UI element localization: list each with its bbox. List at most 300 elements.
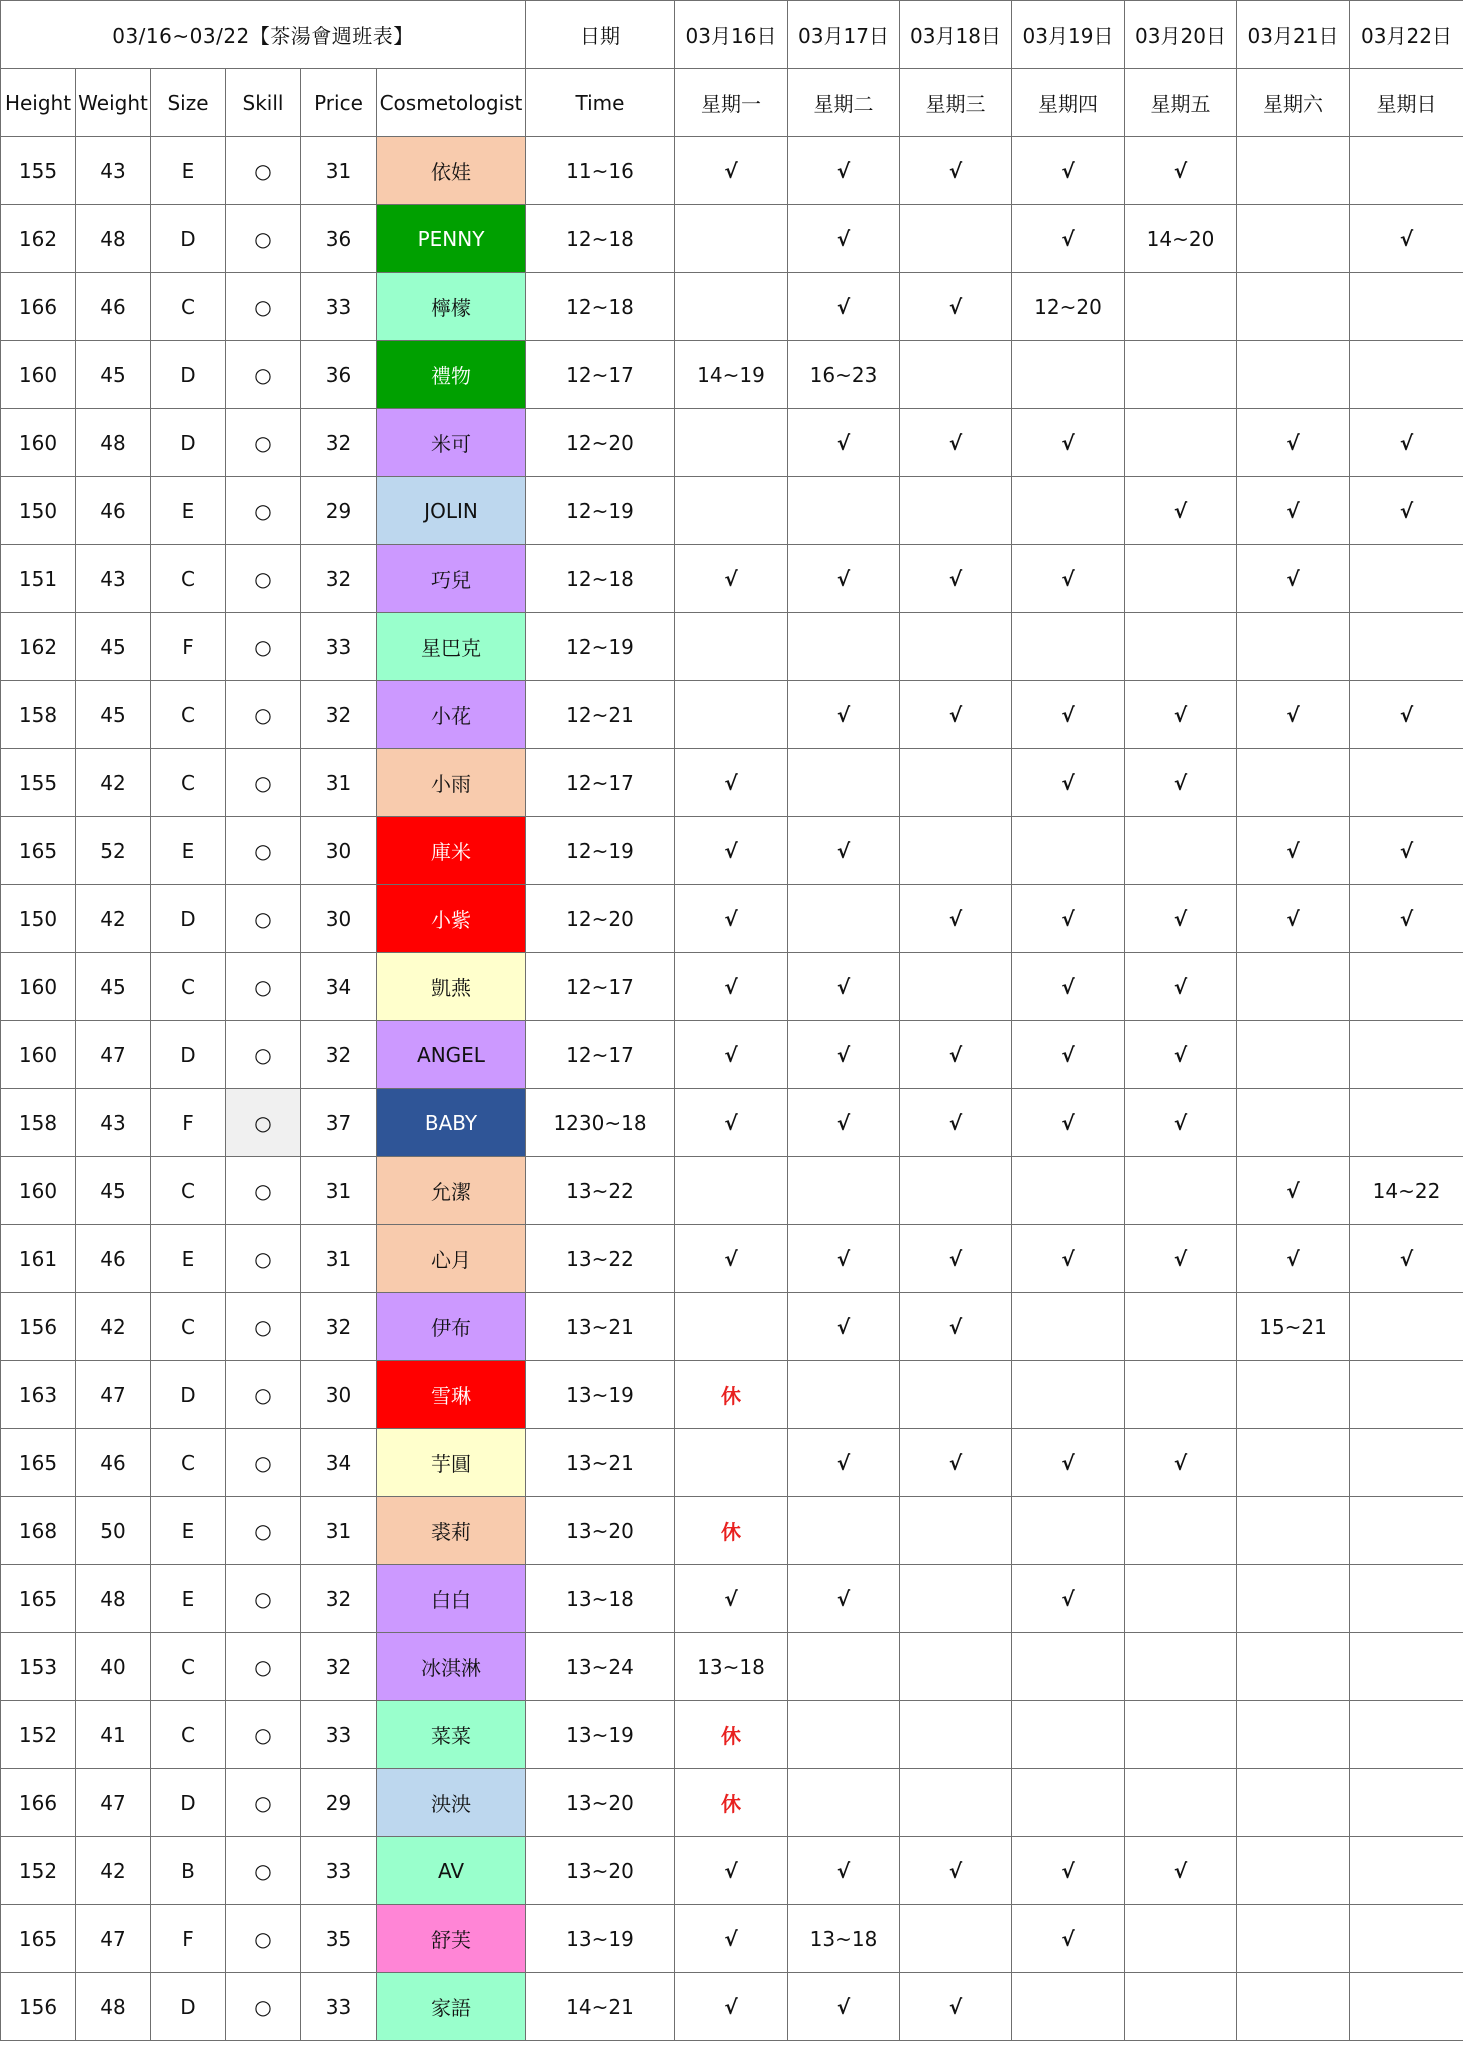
day-cell — [675, 1429, 788, 1497]
cosmetologist-name: 菜菜 — [377, 1701, 526, 1769]
skill-cell: ○ — [226, 953, 301, 1021]
day-cell — [675, 273, 788, 341]
size-cell: C — [151, 1157, 226, 1225]
day-cell — [788, 885, 900, 953]
skill-cell: ○ — [226, 1089, 301, 1157]
day-cell-check: √ — [788, 1293, 900, 1361]
table-row — [1, 1089, 1463, 1157]
table-row — [1, 1157, 1463, 1225]
day-cell-check: √ — [675, 1089, 788, 1157]
size-cell: E — [151, 1225, 226, 1293]
day-cell-check: √ — [1012, 545, 1125, 613]
table-row — [1, 273, 1463, 341]
size-cell: E — [151, 477, 226, 545]
day-cell-check: √ — [788, 1429, 900, 1497]
skill-cell: ○ — [226, 749, 301, 817]
day-cell — [1125, 273, 1237, 341]
day-cell-hours: 14~19 — [675, 341, 788, 409]
skill-cell: ○ — [226, 409, 301, 477]
skill-cell: ○ — [226, 1497, 301, 1565]
size-cell: C — [151, 1633, 226, 1701]
price-cell: 31 — [301, 1157, 377, 1225]
day-cell-check: √ — [900, 885, 1012, 953]
day-cell — [900, 1565, 1012, 1633]
skill-cell: ○ — [226, 1701, 301, 1769]
day-cell — [675, 477, 788, 545]
price-cell: 31 — [301, 1225, 377, 1293]
day-cell — [1125, 1361, 1237, 1429]
day-cell — [900, 1157, 1012, 1225]
day-cell-check: √ — [788, 1225, 900, 1293]
column-header-weight: Weight — [76, 69, 151, 137]
size-cell: C — [151, 545, 226, 613]
cosmetologist-name: 裘莉 — [377, 1497, 526, 1565]
weight-cell: 45 — [76, 613, 151, 681]
size-cell: D — [151, 205, 226, 273]
time-cell: 12~21 — [526, 681, 675, 749]
weight-cell: 47 — [76, 1769, 151, 1837]
height-cell: 155 — [1, 137, 76, 205]
day-cell — [1125, 409, 1237, 477]
title-row — [1, 1, 1463, 69]
weekday-header: 星期四 — [1012, 69, 1125, 137]
price-cell: 32 — [301, 409, 377, 477]
day-cell-check: √ — [788, 273, 900, 341]
skill-cell: ○ — [226, 1157, 301, 1225]
day-cell — [1350, 1837, 1463, 1905]
day-cell — [1237, 1905, 1350, 1973]
day-cell — [1125, 545, 1237, 613]
height-cell: 162 — [1, 613, 76, 681]
weight-cell: 46 — [76, 273, 151, 341]
cosmetologist-name: BABY — [377, 1089, 526, 1157]
date-label: 日期 — [526, 1, 675, 69]
day-cell — [900, 749, 1012, 817]
height-cell: 150 — [1, 477, 76, 545]
price-cell: 36 — [301, 341, 377, 409]
time-cell: 13~20 — [526, 1497, 675, 1565]
column-header-skill: Skill — [226, 69, 301, 137]
height-cell: 168 — [1, 1497, 76, 1565]
price-cell: 33 — [301, 1837, 377, 1905]
table-row — [1, 1361, 1463, 1429]
day-cell-check: √ — [675, 1565, 788, 1633]
weekday-header: 星期五 — [1125, 69, 1237, 137]
day-cell — [1012, 613, 1125, 681]
weight-cell: 48 — [76, 409, 151, 477]
price-cell: 31 — [301, 1497, 377, 1565]
day-cell — [1012, 1361, 1125, 1429]
day-cell — [788, 613, 900, 681]
day-cell-check: √ — [788, 817, 900, 885]
day-cell — [1012, 341, 1125, 409]
day-cell-check: √ — [1350, 205, 1463, 273]
day-cell-check: √ — [1125, 749, 1237, 817]
weight-cell: 50 — [76, 1497, 151, 1565]
day-cell-check: √ — [1350, 885, 1463, 953]
height-cell: 160 — [1, 1157, 76, 1225]
table-row — [1, 137, 1463, 205]
table-row — [1, 1905, 1463, 1973]
height-cell: 165 — [1, 817, 76, 885]
cosmetologist-name: 小紫 — [377, 885, 526, 953]
cosmetologist-name: 冰淇淋 — [377, 1633, 526, 1701]
height-cell: 165 — [1, 1429, 76, 1497]
day-cell-check: √ — [788, 545, 900, 613]
day-cell — [900, 1769, 1012, 1837]
table-row — [1, 205, 1463, 273]
day-cell-check: √ — [1237, 545, 1350, 613]
time-cell: 12~19 — [526, 477, 675, 545]
day-cell-check: √ — [788, 1089, 900, 1157]
time-cell: 13~21 — [526, 1293, 675, 1361]
day-cell — [1350, 545, 1463, 613]
size-cell: E — [151, 137, 226, 205]
height-cell: 166 — [1, 273, 76, 341]
day-cell — [1125, 1633, 1237, 1701]
table-row — [1, 1837, 1463, 1905]
table-row — [1, 749, 1463, 817]
day-cell — [1350, 341, 1463, 409]
skill-cell: ○ — [226, 1429, 301, 1497]
cosmetologist-name: 巧兒 — [377, 545, 526, 613]
day-cell — [1012, 1497, 1125, 1565]
day-cell — [1125, 1973, 1237, 2041]
day-cell — [900, 613, 1012, 681]
price-cell: 32 — [301, 1021, 377, 1089]
skill-cell: ○ — [226, 613, 301, 681]
cosmetologist-name: AV — [377, 1837, 526, 1905]
day-cell-hours: 14~20 — [1125, 205, 1237, 273]
day-cell — [1350, 1497, 1463, 1565]
day-cell — [788, 749, 900, 817]
day-cell — [1125, 613, 1237, 681]
day-cell — [1350, 1361, 1463, 1429]
time-cell: 12~18 — [526, 273, 675, 341]
day-cell — [1237, 1633, 1350, 1701]
weight-cell: 45 — [76, 341, 151, 409]
table-row — [1, 1429, 1463, 1497]
size-cell: C — [151, 1293, 226, 1361]
height-cell: 165 — [1, 1565, 76, 1633]
day-cell-check: √ — [1012, 409, 1125, 477]
column-header-cosmetologist: Cosmetologist — [377, 69, 526, 137]
day-cell-check: √ — [1012, 1225, 1125, 1293]
column-header-row — [1, 69, 1463, 137]
cosmetologist-name: 檸檬 — [377, 273, 526, 341]
day-cell-check: √ — [675, 1905, 788, 1973]
table-row — [1, 1973, 1463, 2041]
height-cell: 165 — [1, 1905, 76, 1973]
day-cell — [1350, 953, 1463, 1021]
date-header: 03月17日 — [788, 1, 900, 69]
day-cell-check: √ — [1237, 681, 1350, 749]
cosmetologist-name: 依娃 — [377, 137, 526, 205]
time-cell: 13~22 — [526, 1225, 675, 1293]
time-cell: 12~17 — [526, 749, 675, 817]
time-cell: 13~19 — [526, 1905, 675, 1973]
day-cell-check: √ — [900, 1973, 1012, 2041]
day-cell — [788, 1701, 900, 1769]
cosmetologist-name: 雪琳 — [377, 1361, 526, 1429]
day-cell — [1125, 1769, 1237, 1837]
day-cell-check: √ — [675, 1021, 788, 1089]
size-cell: D — [151, 409, 226, 477]
day-cell-hours: 13~18 — [675, 1633, 788, 1701]
skill-cell: ○ — [226, 1905, 301, 1973]
size-cell: C — [151, 681, 226, 749]
day-cell-check: √ — [788, 1973, 900, 2041]
time-cell: 13~24 — [526, 1633, 675, 1701]
size-cell: D — [151, 1021, 226, 1089]
day-cell-check: √ — [900, 1293, 1012, 1361]
skill-cell: ○ — [226, 1293, 301, 1361]
day-cell — [1350, 1769, 1463, 1837]
time-cell: 1230~18 — [526, 1089, 675, 1157]
day-cell-check: √ — [900, 681, 1012, 749]
day-cell-check: √ — [1012, 137, 1125, 205]
size-cell: C — [151, 1701, 226, 1769]
weight-cell: 45 — [76, 953, 151, 1021]
day-cell — [1237, 953, 1350, 1021]
day-cell-check: √ — [675, 1973, 788, 2041]
height-cell: 158 — [1, 1089, 76, 1157]
skill-cell: ○ — [226, 545, 301, 613]
day-cell — [900, 817, 1012, 885]
price-cell: 32 — [301, 681, 377, 749]
day-cell-check: √ — [1237, 409, 1350, 477]
day-cell — [788, 1769, 900, 1837]
table-row — [1, 1769, 1463, 1837]
day-cell-check: √ — [1237, 1157, 1350, 1225]
day-cell — [1125, 1497, 1237, 1565]
height-cell: 160 — [1, 341, 76, 409]
day-cell-hours: 16~23 — [788, 341, 900, 409]
day-cell-check: √ — [675, 1225, 788, 1293]
height-cell: 155 — [1, 749, 76, 817]
weight-cell: 42 — [76, 1837, 151, 1905]
day-cell-check: √ — [675, 953, 788, 1021]
price-cell: 35 — [301, 1905, 377, 1973]
weight-cell: 40 — [76, 1633, 151, 1701]
day-cell — [900, 205, 1012, 273]
height-cell: 162 — [1, 205, 76, 273]
weight-cell: 41 — [76, 1701, 151, 1769]
day-cell — [1237, 1089, 1350, 1157]
day-cell — [900, 1361, 1012, 1429]
weekday-header: 星期三 — [900, 69, 1012, 137]
time-cell: 13~19 — [526, 1701, 675, 1769]
day-cell — [1012, 1769, 1125, 1837]
price-cell: 34 — [301, 953, 377, 1021]
table-row — [1, 681, 1463, 749]
day-cell-check: √ — [1350, 681, 1463, 749]
day-cell — [675, 409, 788, 477]
size-cell: D — [151, 885, 226, 953]
table-row — [1, 1633, 1463, 1701]
day-cell-hours: 14~22 — [1350, 1157, 1463, 1225]
day-cell-check: √ — [1012, 1089, 1125, 1157]
height-cell: 160 — [1, 409, 76, 477]
day-cell — [1237, 1361, 1350, 1429]
day-cell — [1012, 1157, 1125, 1225]
schedule-body — [1, 137, 1463, 2041]
size-cell: F — [151, 613, 226, 681]
table-row — [1, 1565, 1463, 1633]
weight-cell: 52 — [76, 817, 151, 885]
skill-cell: ○ — [226, 1837, 301, 1905]
day-cell — [1350, 749, 1463, 817]
price-cell: 32 — [301, 1633, 377, 1701]
day-cell — [1350, 1021, 1463, 1089]
time-cell: 11~16 — [526, 137, 675, 205]
day-cell-check: √ — [675, 885, 788, 953]
price-cell: 36 — [301, 205, 377, 273]
day-cell-check: √ — [1012, 1429, 1125, 1497]
day-cell-check: √ — [1125, 1837, 1237, 1905]
day-cell — [1237, 1565, 1350, 1633]
size-cell: C — [151, 1429, 226, 1497]
day-cell — [1125, 1905, 1237, 1973]
day-cell — [900, 1905, 1012, 1973]
cosmetologist-name: 舒芙 — [377, 1905, 526, 1973]
table-row — [1, 1701, 1463, 1769]
weight-cell: 43 — [76, 545, 151, 613]
height-cell: 152 — [1, 1701, 76, 1769]
cosmetologist-name: PENNY — [377, 205, 526, 273]
weight-cell: 43 — [76, 1089, 151, 1157]
day-cell — [1012, 1973, 1125, 2041]
cosmetologist-name: 芋圓 — [377, 1429, 526, 1497]
page-title: 03/16~03/22【茶湯會週班表】 — [1, 1, 526, 69]
skill-cell: ○ — [226, 1973, 301, 2041]
day-cell — [788, 1497, 900, 1565]
weight-cell: 43 — [76, 137, 151, 205]
size-cell: B — [151, 1837, 226, 1905]
weight-cell: 46 — [76, 477, 151, 545]
height-cell: 153 — [1, 1633, 76, 1701]
day-cell-check: √ — [1125, 1429, 1237, 1497]
day-cell-hours: 15~21 — [1237, 1293, 1350, 1361]
cosmetologist-name: 凱燕 — [377, 953, 526, 1021]
weight-cell: 47 — [76, 1021, 151, 1089]
table-row — [1, 1021, 1463, 1089]
date-header: 03月16日 — [675, 1, 788, 69]
day-cell-check: √ — [1125, 1021, 1237, 1089]
day-cell-check: √ — [1012, 885, 1125, 953]
day-cell-check: √ — [1350, 409, 1463, 477]
day-cell — [900, 953, 1012, 1021]
day-cell-check: √ — [675, 817, 788, 885]
size-cell: E — [151, 1565, 226, 1633]
weight-cell: 48 — [76, 1973, 151, 2041]
time-cell: 13~22 — [526, 1157, 675, 1225]
price-cell: 30 — [301, 1361, 377, 1429]
day-cell-check: √ — [788, 1021, 900, 1089]
cosmetologist-name: 泱泱 — [377, 1769, 526, 1837]
day-cell-check: √ — [1237, 885, 1350, 953]
size-cell: F — [151, 1089, 226, 1157]
skill-cell: ○ — [226, 1633, 301, 1701]
weight-cell: 42 — [76, 749, 151, 817]
height-cell: 160 — [1, 1021, 76, 1089]
day-cell-check: √ — [1012, 205, 1125, 273]
weight-cell: 47 — [76, 1361, 151, 1429]
time-cell: 12~20 — [526, 885, 675, 953]
size-cell: D — [151, 1361, 226, 1429]
day-cell-check: √ — [1125, 953, 1237, 1021]
day-cell — [1012, 1293, 1125, 1361]
weekday-header: 星期二 — [788, 69, 900, 137]
cosmetologist-name: 允潔 — [377, 1157, 526, 1225]
table-row — [1, 477, 1463, 545]
date-header: 03月19日 — [1012, 1, 1125, 69]
table-row — [1, 1225, 1463, 1293]
time-cell: 12~20 — [526, 409, 675, 477]
day-cell — [675, 1293, 788, 1361]
table-row — [1, 885, 1463, 953]
day-cell — [1350, 1429, 1463, 1497]
cosmetologist-name: 星巴克 — [377, 613, 526, 681]
weight-cell: 46 — [76, 1225, 151, 1293]
size-cell: D — [151, 1973, 226, 2041]
day-cell-check: √ — [788, 1837, 900, 1905]
price-cell: 32 — [301, 1293, 377, 1361]
skill-cell: ○ — [226, 341, 301, 409]
day-cell-check: √ — [900, 1225, 1012, 1293]
height-cell: 161 — [1, 1225, 76, 1293]
weight-cell: 48 — [76, 1565, 151, 1633]
day-cell — [788, 1633, 900, 1701]
table-row — [1, 545, 1463, 613]
day-cell-check: √ — [675, 137, 788, 205]
day-cell — [1237, 1701, 1350, 1769]
day-cell — [675, 1157, 788, 1225]
day-cell — [1012, 817, 1125, 885]
time-cell: 13~20 — [526, 1769, 675, 1837]
skill-cell: ○ — [226, 1769, 301, 1837]
day-cell — [1237, 1021, 1350, 1089]
day-cell-check: √ — [900, 1837, 1012, 1905]
day-cell-check: √ — [788, 1565, 900, 1633]
day-cell — [1237, 273, 1350, 341]
day-cell-check: √ — [900, 1021, 1012, 1089]
day-cell-off: 休 — [675, 1769, 788, 1837]
day-cell — [1350, 1089, 1463, 1157]
size-cell: D — [151, 1769, 226, 1837]
day-cell-check: √ — [1125, 1225, 1237, 1293]
time-cell: 13~21 — [526, 1429, 675, 1497]
day-cell-check: √ — [675, 749, 788, 817]
time-cell: 13~19 — [526, 1361, 675, 1429]
day-cell — [1350, 273, 1463, 341]
cosmetologist-name: 伊布 — [377, 1293, 526, 1361]
weight-cell: 46 — [76, 1429, 151, 1497]
day-cell — [1350, 1633, 1463, 1701]
day-cell — [788, 1157, 900, 1225]
size-cell: E — [151, 1497, 226, 1565]
day-cell-check: √ — [1012, 1837, 1125, 1905]
height-cell: 151 — [1, 545, 76, 613]
price-cell: 31 — [301, 749, 377, 817]
day-cell — [1237, 137, 1350, 205]
time-cell: 12~17 — [526, 1021, 675, 1089]
day-cell — [1237, 613, 1350, 681]
day-cell — [1237, 341, 1350, 409]
weight-cell: 45 — [76, 681, 151, 749]
day-cell — [1350, 1293, 1463, 1361]
day-cell-check: √ — [900, 1429, 1012, 1497]
